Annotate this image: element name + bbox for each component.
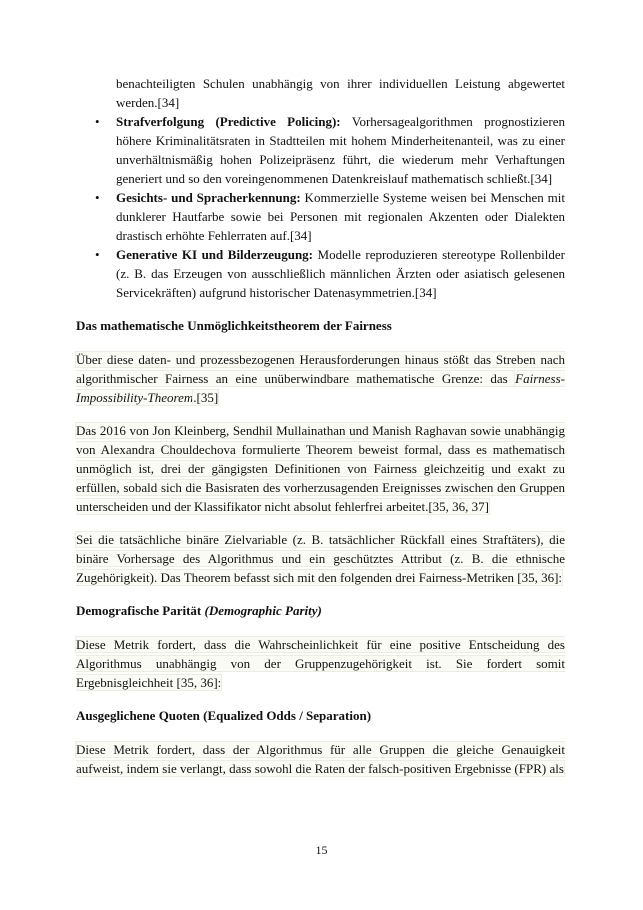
- list-item-generative-ai: [76, 245, 565, 302]
- bias-examples-list: [76, 112, 565, 302]
- section-heading-theorem: Das mathematische Unmöglichkeitstheorem der Fairness: [76, 318, 392, 333]
- list-item-label: Gesichts- und Spracherkennung:: [116, 190, 301, 205]
- list-item-label: Strafverfolgung (Predictive Policing):: [116, 114, 341, 129]
- list-item-continuation: [76, 74, 565, 112]
- section-heading-demographic-parity: [76, 601, 565, 620]
- paragraph-target-variable: [76, 530, 565, 587]
- list-item-text: Kommerzielle Systeme weisen bei Menschen mit dunklerer Hautfarbe sowie bei Personen mit regionalen Akzenten oder Dialekten drastisch erhöhte Fehlerraten auf.[34]: [116, 190, 566, 243]
- paragraph-demographic-parity: [76, 635, 565, 692]
- list-item-face-speech-recognition: [76, 188, 565, 245]
- heading-parity-text: Demografische Parität: [76, 603, 205, 618]
- list-item-label: Generative KI und Bilderzeugung:: [116, 247, 314, 262]
- list-item-text: Vorhersagealgorithmen prognostizieren höhere Kriminalitätsraten in Stadtteilen mit hohem Minderheitenanteil, was zu einer unverhältnismäßig hohen Polizeipräsenz führt, die wiederum mehr Verhaftungen generiert und so den voreingenommenen Datenkreislauf mathematisch schließt.[34]: [116, 114, 565, 186]
- list-item-predictive-policing: [76, 112, 565, 188]
- page-number: 15: [315, 843, 328, 857]
- paragraph-2016: [76, 421, 565, 516]
- theorem-name: Fairness-Impossibility-Theorem: [76, 371, 565, 405]
- page-content: [76, 74, 565, 778]
- bullet-icon: •: [95, 247, 100, 262]
- continuation-text: benachteiligten Schulen unabhängig von ihrer individuellen Leistung abgewertet werden.[34]: [116, 76, 565, 110]
- paragraph-intro: [76, 350, 565, 407]
- paragraph-2016-text: Das 2016 von Jon Kleinberg, Sendhil Mullainathan und Manish Raghavan sowie unabhängig von Alexandra Chouldechova formulierte Theorem beweist formal, dass es mathematisch unmöglich ist, drei der gängigsten Definitionen von Fairness gleichzeitig und exakt zu erfüllen, sobald sich die Basisraten des vorherzusagenden Ereignisses zwischen den Gruppen unterscheiden und der Klassifikator nicht absolut fehlerfrei arbeitet.[35, 36, 37]: [76, 423, 565, 514]
- paragraph-target-text: Sei die tatsächliche binäre Zielvariable (z. B. tatsächlicher Rückfall eines Straftäters), die binäre Vorhersage des Algorithmus und ein geschütztes Attribut (z. B. die ethnische Zugehörigkeit). Das Theorem befasst sich mit den folgenden drei Fairness-Metriken [35, 36]:: [76, 532, 565, 585]
- heading-parity-italic: (Demographic Parity): [204, 603, 322, 618]
- bullet-icon: •: [95, 190, 100, 205]
- paragraph-intro-text: Über diese daten- und prozessbezogenen Herausforderungen hinaus stößt das Streben nach algorithmischer Fairness an eine unüberwindbare mathematische Grenze: das: [76, 352, 565, 386]
- section-heading-equalized-odds: Ausgeglichene Quoten (Equalized Odds / Separation): [76, 708, 372, 723]
- paragraph-intro-citation: .[35]: [193, 390, 219, 405]
- paragraph-parity-text: Diese Metrik fordert, dass die Wahrscheinlichkeit für eine positive Entscheidung des Algorithmus unabhängig von der Gruppenzugehörigkeit ist. Sie fordert somit Ergebnisgleichheit [35, 36]:: [76, 637, 565, 690]
- paragraph-odds-text: Diese Metrik fordert, dass der Algorithmus für alle Gruppen die gleiche Genauigkeit aufweist, indem sie verlangt, dass sowohl die Raten der falsch-positiven Ergebnisse (FPR) als: [76, 742, 565, 776]
- bullet-icon: •: [95, 114, 100, 129]
- list-item-text: Modelle reproduzieren stereotype Rollenbilder (z. B. das Erzeugen von ausschließlich männlichen Ärzten oder asiatisch gelesenen Servicekräften) aufgrund historischer Datenasymmetrien.[34]: [116, 247, 565, 300]
- paragraph-equalized-odds: [76, 740, 565, 778]
